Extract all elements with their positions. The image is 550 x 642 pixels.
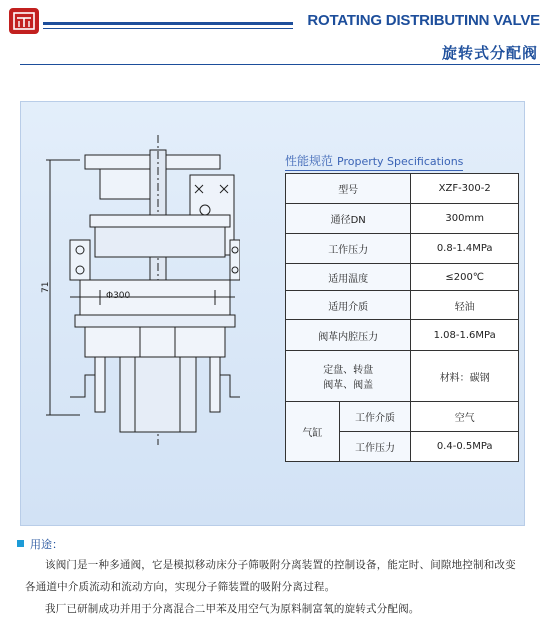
spec-label — [286, 351, 411, 402]
dimension-height-label: 71 — [41, 281, 51, 293]
header-bar — [43, 22, 293, 25]
spec-value: 空气 — [411, 402, 519, 432]
spec-label: 工作压力 — [286, 234, 411, 264]
title-english: ROTATING DISTRIBUTINN VALVE — [307, 12, 540, 29]
usage-heading — [17, 536, 63, 552]
spec-row-dn — [286, 204, 519, 234]
spec-title — [285, 152, 463, 169]
spec-value: XZF-300-2 — [411, 174, 519, 204]
spec-row-model — [286, 174, 519, 204]
valve-technical-drawing — [40, 115, 240, 465]
spec-value: 材料：碳钢 — [411, 351, 519, 402]
spec-label: 型号 — [286, 174, 411, 204]
title-divider — [20, 64, 540, 65]
spec-row-medium — [286, 291, 519, 320]
header-bar-thin — [43, 28, 293, 29]
usage-paragraph-2: 我厂已研制成功并用于分离混合二甲苯及用空气为原料制富氧的旋转式分配阀。 — [45, 603, 420, 615]
spec-value: 轻油 — [411, 291, 519, 320]
company-logo — [9, 8, 39, 34]
spec-label: 适用温度 — [286, 264, 411, 291]
spec-value: ≤200℃ — [411, 264, 519, 291]
spec-row-cylinder-medium — [286, 402, 519, 432]
spec-row-temperature — [286, 264, 519, 291]
spec-title-en: Property Specifications — [337, 155, 464, 168]
spec-value: 0.8-1.4MPa — [411, 234, 519, 264]
dimension-diameter-label: Φ300 — [106, 291, 131, 301]
spec-label: 适用介质 — [286, 291, 411, 320]
spec-label-line2: 阀革、阀盖 — [323, 380, 374, 391]
spec-label: 通径DN — [286, 204, 411, 234]
usage-paragraph-1: 该阀门是一种多通阀，它是模拟移动床分子筛吸附分离装置的控制设备，能定时、间隙地控制和改变各通道中介质流动和流动方向，实现分子筛装置的吸附分离过程。 — [25, 559, 516, 593]
title-chinese: 旋转式分配阀 — [441, 44, 538, 62]
spec-value: 1.08-1.6MPa — [411, 320, 519, 351]
usage-heading-text: 用途： — [30, 538, 63, 551]
spec-title-zh: 性能规范 — [285, 154, 334, 168]
spec-row-material — [286, 351, 519, 402]
spec-label: 工作介质 — [339, 402, 411, 432]
spec-table — [285, 173, 519, 462]
spec-row-pressure — [286, 234, 519, 264]
spec-value: 0.4-0.5MPa — [411, 432, 519, 462]
spec-label-line1: 定盘、转盘 — [323, 365, 374, 376]
spec-value: 300mm — [411, 204, 519, 234]
bullet-square-icon — [17, 540, 24, 547]
spec-label: 阀革内腔压力 — [286, 320, 411, 351]
spec-row-cavity-pressure — [286, 320, 519, 351]
spec-group-label-cylinder: 气缸 — [286, 402, 340, 462]
spec-label: 工作压力 — [339, 432, 411, 462]
